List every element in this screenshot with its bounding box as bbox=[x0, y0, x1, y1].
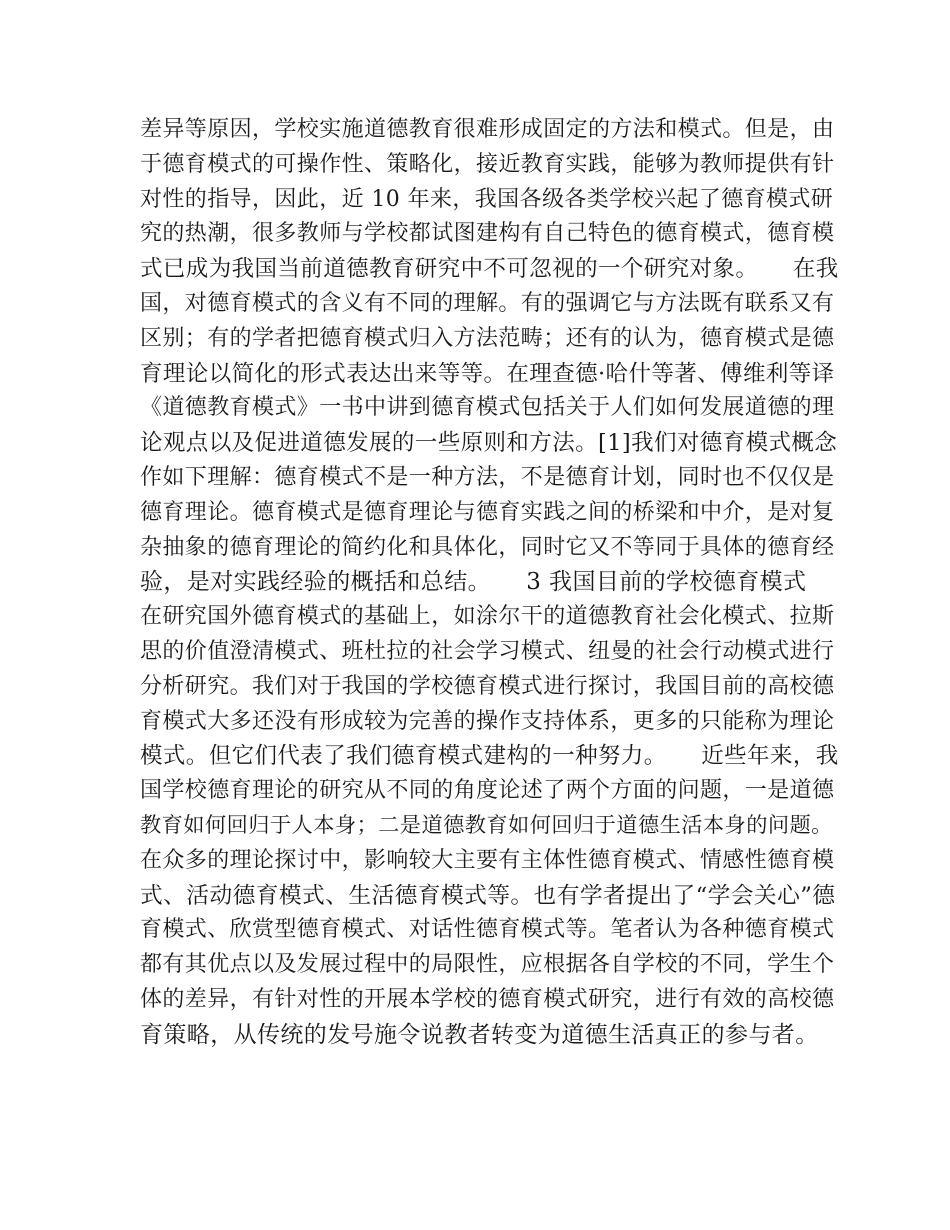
text-line: 分析研究。我们对于我国的学校德育模式进行探讨，我国目前的高校德 bbox=[140, 673, 835, 699]
text-line: 《道德教育模式》一书中讲到德育模式包括关于人们如何发展道德的理 bbox=[140, 395, 835, 421]
text-line: 体的差异，有针对性的开展本学校的德育模式研究，进行有效的高校德 bbox=[140, 986, 835, 1012]
text-line: 式已成为我国当前道德教育研究中不可忽视的一个研究对象。 在我 bbox=[140, 256, 839, 283]
text-line: 区别；有的学者把德育模式归入方法范畴；还有的认为，德育模式是德 bbox=[140, 325, 835, 351]
text-line: 教育如何回归于人本身；二是道德教育如何回归于道德生活本身的问题。 bbox=[140, 812, 833, 838]
text-line: 论观点以及促进道德发展的一些原则和方法。[1]我们对德育模式概念 bbox=[140, 430, 838, 457]
text-line: 育策略，从传统的发号施令说教者转变为道德生活真正的参与者。 bbox=[140, 1021, 819, 1048]
text-line: 育理论以简化的形式表达出来等等。在理查德·哈什等著、傅维利等译 bbox=[140, 360, 835, 387]
text-line: 杂抽象的德育理论的简约化和具体化，同时它又不等同于具体的德育经 bbox=[140, 534, 835, 560]
text-line: 育模式、欣赏型德育模式、对话性德育模式等。笔者认为各种德育模式 bbox=[140, 917, 835, 943]
text-line: 国学校德育理论的研究从不同的角度论述了两个方面的问题，一是道德 bbox=[140, 778, 835, 804]
text-line: 于德育模式的可操作性、策略化，接近教育实践，能够为教师提供有针 bbox=[140, 151, 835, 177]
text-line: 模式。但它们代表了我们德育模式建构的一种努力。 近些年来，我 bbox=[140, 743, 839, 770]
text-line: 差异等原因，学校实施道德教育很难形成固定的方法和模式。但是，由 bbox=[140, 117, 835, 142]
text-line: 育模式大多还没有形成较为完善的操作支持体系，更多的只能称为理论 bbox=[140, 708, 835, 734]
text-line: 对性的指导，因此，近 10 年来，我国各级各类学校兴起了德育模式研 bbox=[140, 186, 834, 212]
text-line: 德育理论。德育模式是德育理论与德育实践之间的桥梁和中介，是对复 bbox=[140, 499, 835, 525]
text-line: 式、活动德育模式、生活德育模式等。也有学者提出了“学会关心”德 bbox=[140, 882, 836, 909]
text-line: 作如下理解：德育模式不是一种方法，不是德育计划，同时也不仅仅是 bbox=[140, 464, 835, 490]
text-line: 国，对德育模式的含义有不同的理解。有的强调它与方法既有联系又有 bbox=[140, 290, 835, 316]
text-line: 思的价值澄清模式、班杜拉的社会学习模式、纽曼的社会行动模式进行 bbox=[140, 638, 835, 664]
body-paragraph bbox=[140, 113, 840, 1053]
text-line: 在研究国外德育模式的基础上，如涂尔干的道德教育社会化模式、拉斯 bbox=[140, 604, 835, 630]
text-line: 都有其优点以及发展过程中的局限性，应根据各自学校的不同，学生个 bbox=[140, 952, 835, 978]
text-line: 在众多的理论探讨中，影响较大主要有主体性德育模式、情感性德育模 bbox=[140, 847, 835, 873]
text-line: 验，是对实践经验的概括和总结。 3 我国目前的学校德育模式 bbox=[140, 569, 807, 596]
text-line: 究的热潮，很多教师与学校都试图建构有自己特色的德育模式，德育模 bbox=[140, 221, 835, 247]
